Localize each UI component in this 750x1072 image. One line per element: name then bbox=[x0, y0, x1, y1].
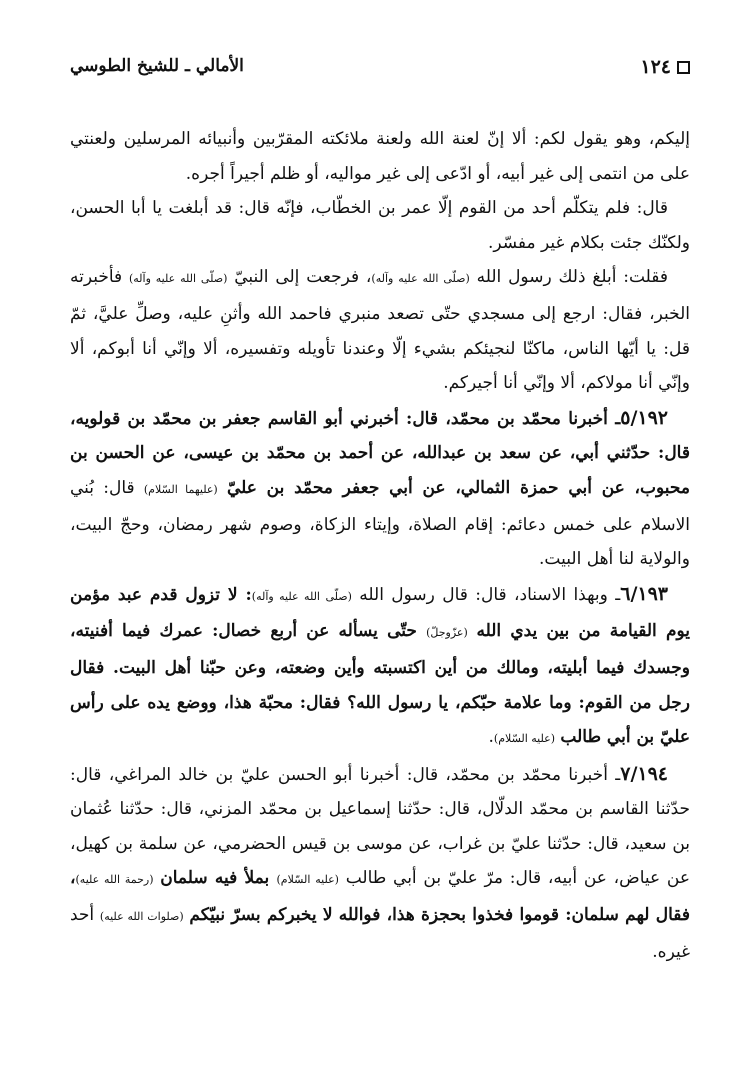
hadith-number: ٧/١٩٤ bbox=[620, 762, 668, 785]
hadith-193-text-b: : لا تزول قدم عبد مؤمن يوم القيامة من بين يدي الله bbox=[70, 584, 690, 642]
hadith-194-text-b: بملأ فيه سلمان bbox=[160, 868, 277, 889]
running-title: الأمالي ـ للشيخ الطوسي bbox=[70, 56, 244, 76]
hadith-194-text-a: ـ أخبرنا محمّد بن محمّد، قال: أخبرنا أبو الحسن عليّ بن خالد المراغي، قال: حدّثنا القاسم بن محمّد الدلّال، قال: حدّثنا إسماعيل بن محمّد المزني، قال: حدّثنا عُثمان بن سعيد، قال: حدّثنا عليّ بن غراب، عن موسى بن قيس الحضرمي، عن سلمة بن كهيل، عن عياض، عن أبيه، قال: مرّ عليّ بن أبي طالب bbox=[70, 764, 690, 889]
salawat-mark: (عزّوجلّ) bbox=[426, 626, 468, 640]
salawat-mark: (صلّى الله عليه وآله) bbox=[251, 589, 352, 603]
salawat-mark: (صلّى الله عليه وآله) bbox=[128, 272, 228, 286]
salawat-mark: (صلوات الله عليه) bbox=[99, 910, 184, 924]
page-number bbox=[640, 56, 690, 78]
square-box-icon bbox=[677, 61, 690, 74]
paragraph-3 bbox=[70, 260, 690, 400]
salawat-mark: (رحمة الله عليه) bbox=[75, 873, 154, 887]
hadith-194-text-d: أحد غيره. bbox=[70, 905, 690, 962]
hadith-193-text-a: ـ وبهذا الاسناد، قال: قال رسول الله bbox=[359, 584, 621, 605]
paragraph-3-part-a: فقلت: أبلغ ذلك رسول الله bbox=[476, 267, 669, 288]
paragraph-1: إليكم، وهو يقول لكم: ألا إنّ لعنة الله ولعنة ملائكته المقرّبين وأنبيائه المرسلين ولعنتي على من انتمى إلى غير أبيه، أو ادّعى إلى غير مواليه، أو ظلم أجيراً أجره. bbox=[70, 129, 690, 184]
hadith-192-text-a: ـ أخبرنا محمّد بن محمّد، قال: أخبرني أبو القاسم جعفر بن محمّد بن قولويه، قال: حدّثني أبي، عن سعد بن عبدالله، عن أحمد بن محمّد بن عيسى، عن الحسن بن محبوب، عن أبي حمزة الثمالي، عن أبي جعفر محمّد بن عليّ bbox=[70, 408, 691, 498]
body-text bbox=[70, 122, 690, 969]
hadith-194-text-c: ، فقال لهم سلمان: قوموا فخذوا بحجزة هذا، فوالله لا يخبركم بسرّ نبيّكم bbox=[70, 868, 691, 926]
salawat-mark: (صلّى الله عليه وآله) bbox=[371, 272, 470, 286]
page-header bbox=[70, 52, 690, 88]
salawat-mark: (عليه السّلام) bbox=[493, 732, 556, 746]
paragraph-3-part-b: ، فرجعت إلى النبيّ bbox=[234, 267, 372, 288]
page-number-text: ١٢٤ bbox=[640, 56, 671, 78]
hadith-193-text-d: . bbox=[488, 727, 494, 748]
salawat-mark: (عليه السّلام) bbox=[276, 873, 339, 887]
hadith-193-text-c: حتّى يسأله عن أربع خصال: عمرك فيما أفنيته، وجسدك فيما أبليته، ومالك من أين اكتسبته وأين وضعته، وعن حبّنا أهل البيت. فقال رجل من القوم: وما علامة حبّكم، يا رسول الله؟ فقال: محبّة هذا، ووضع يده على رأس عليّ بن أبي طالب bbox=[70, 621, 690, 748]
hadith-number: ٦/١٩٣ bbox=[620, 582, 668, 605]
hadith-194 bbox=[70, 757, 690, 970]
paragraph-3-part-c: فأخبرته الخبر، فقال: ارجع إلى مسجدي حتّى تصعد منبري فاحمد الله وأثنِ عليه، وصلِّ عليَّ، ثمّ قل: يا أيّها الناس، ماكنّا لنجيئكم بشيء إلّا وعندنا تأويله وتفسيره، ألا وإنّي أنا أبوكم، ألا وإنّي أنا مولاكم، ألا وإنّي أنا أجيركم. bbox=[70, 267, 690, 394]
hadith-192-text-b: قال: بُني الاسلام على خمس دعائم: إقام الصلاة، وإيتاء الزكاة، وصوم شهر رمضان، وحجّ البيت، والولاية لنا أهل البيت. bbox=[70, 477, 690, 570]
hadith-193 bbox=[70, 577, 690, 757]
salawat-mark: (عليهما السّلام) bbox=[143, 482, 218, 496]
hadith-192 bbox=[70, 401, 690, 577]
paragraph-2: قال: فلم يتكلّم أحد من القوم إلّا عمر بن الخطّاب، فإنّه قال: قد أبلغت يا أبا الحسن، ولكنّك جئت بكلام غير مفسّر. bbox=[70, 198, 690, 253]
hadith-number: ٥/١٩٢ bbox=[620, 406, 668, 429]
